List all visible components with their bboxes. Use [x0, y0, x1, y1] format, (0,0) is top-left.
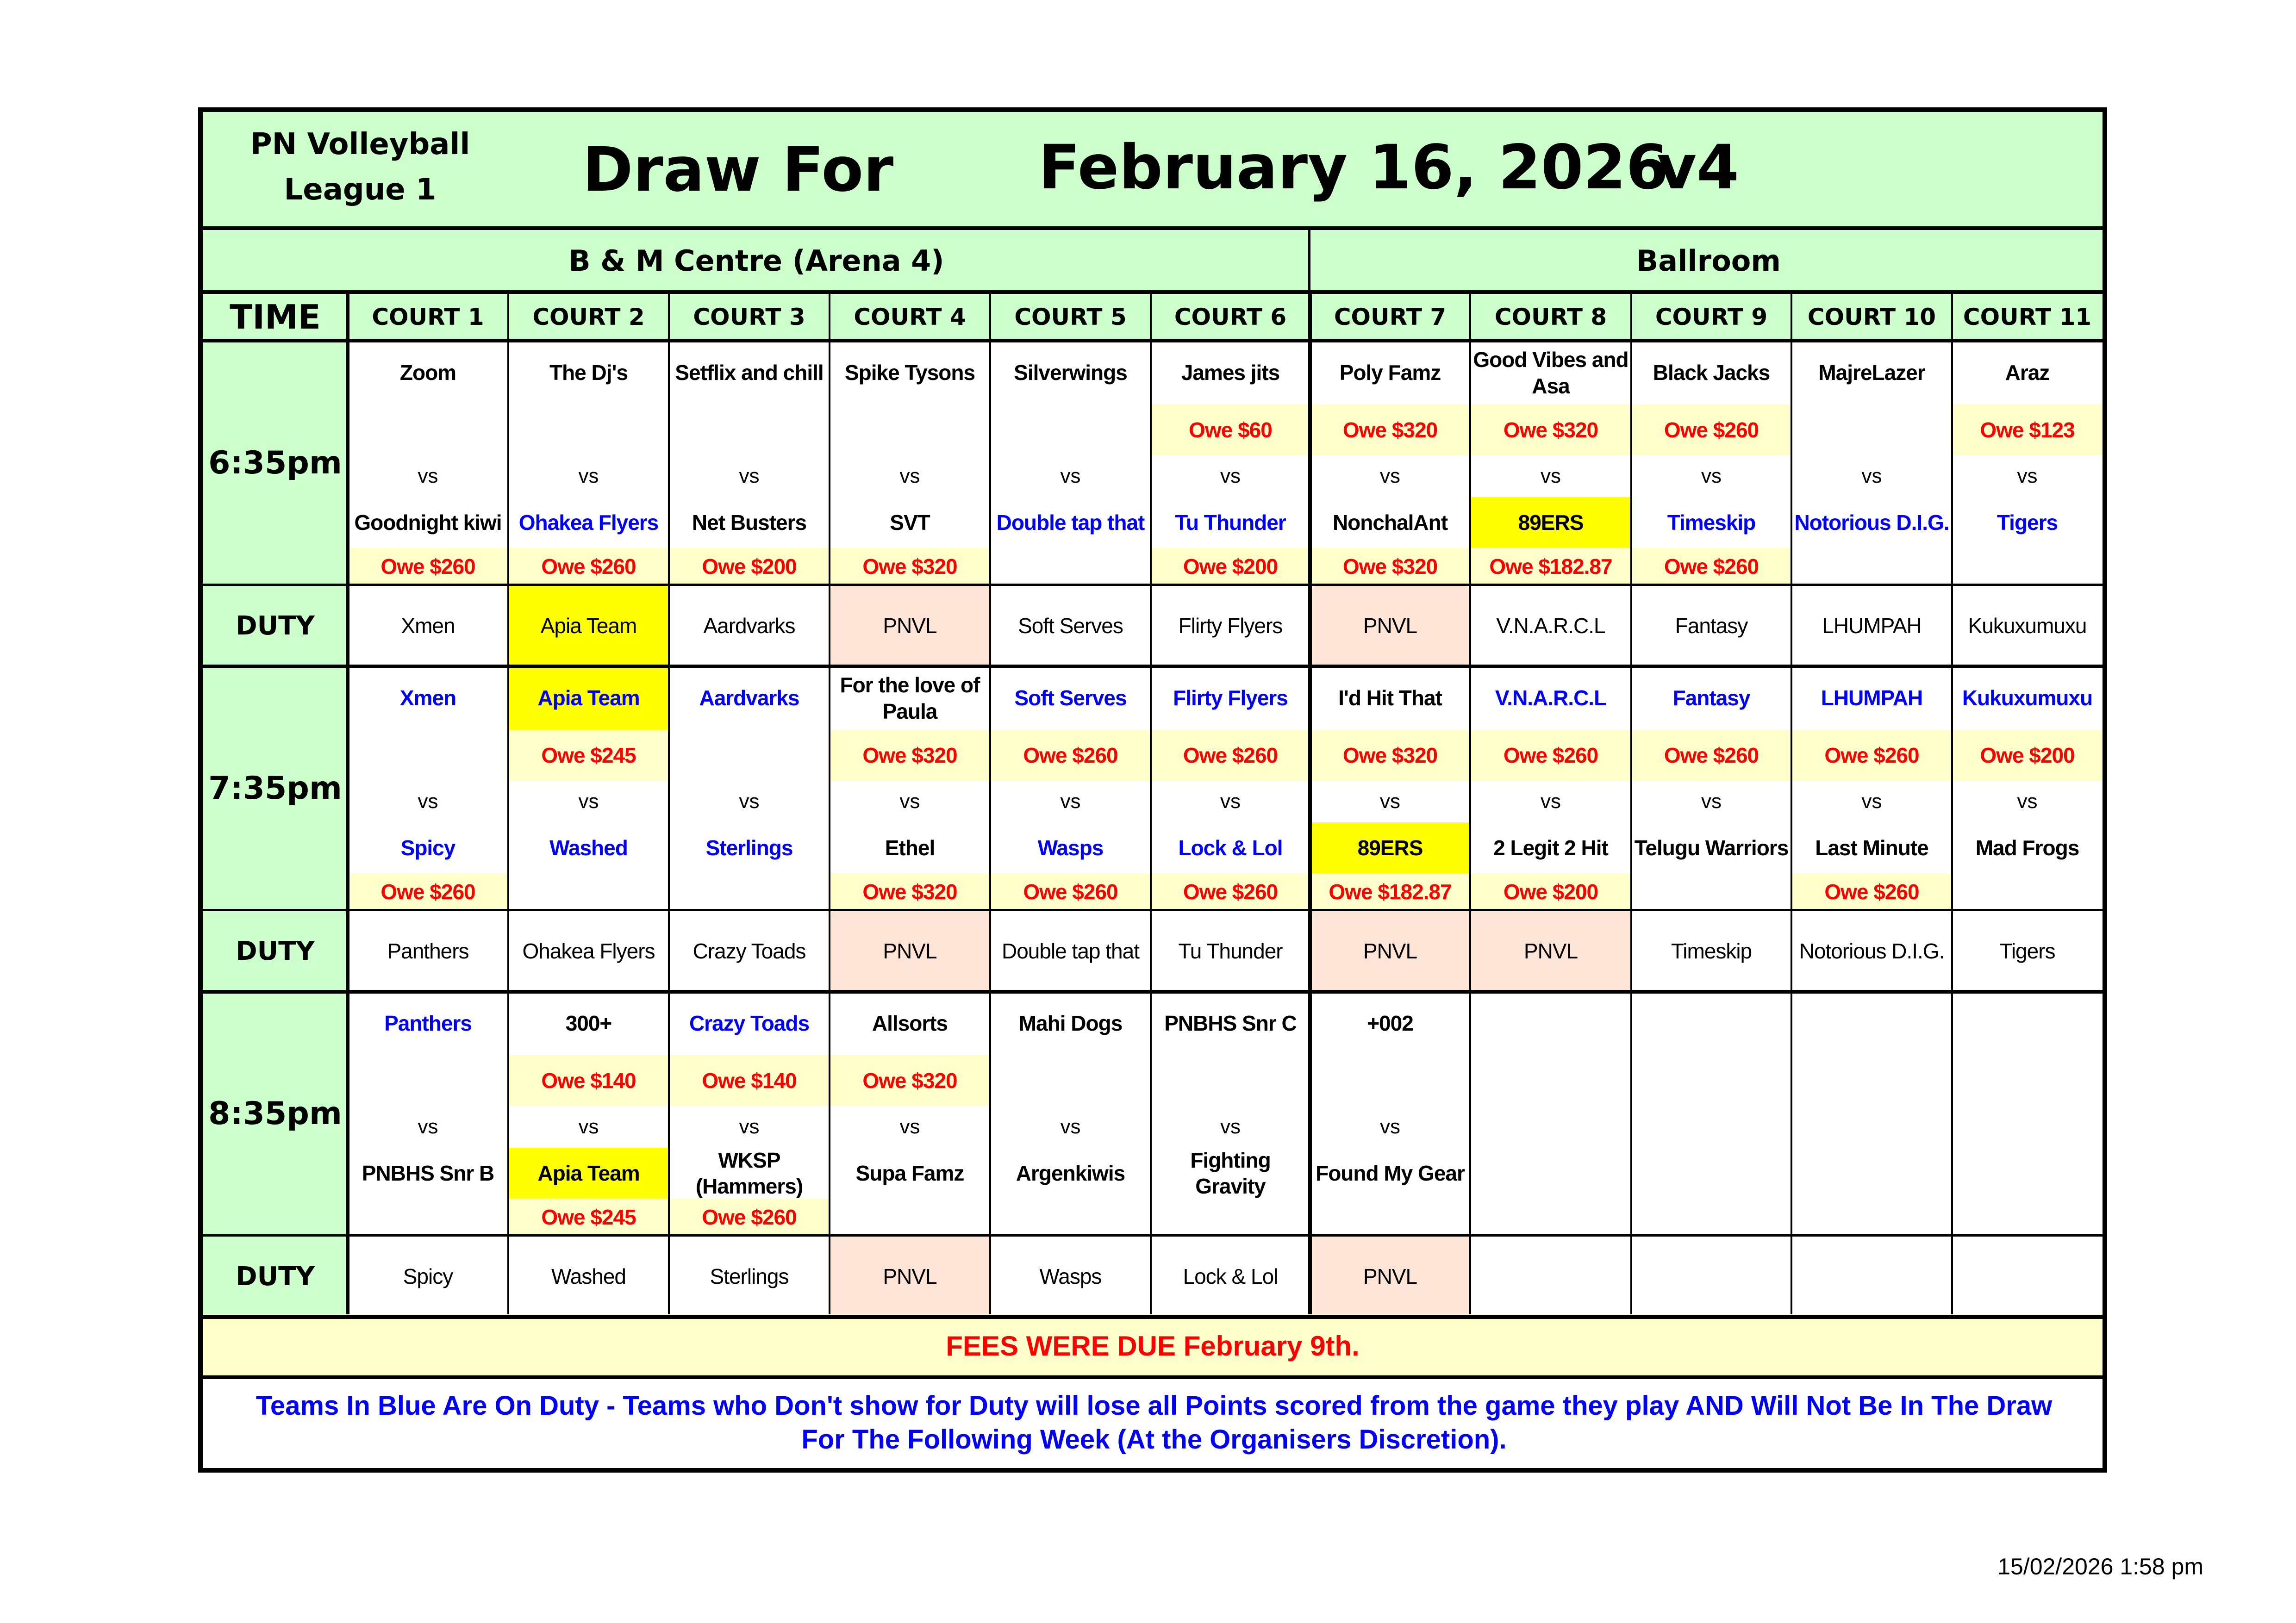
court-header-7: COURT 7 — [1334, 303, 1447, 330]
grid-line — [829, 292, 830, 1314]
owe-amount: Owe $320 — [830, 730, 990, 781]
vs-label: vs — [1541, 465, 1561, 487]
duty-team: Lock & Lol — [1151, 1236, 1310, 1317]
duty-team: PNVL — [1310, 910, 1470, 992]
duty-team: PNVL — [1470, 910, 1631, 992]
grid-line — [203, 665, 2103, 668]
vs-label: vs — [899, 465, 920, 487]
owe-amount: Owe $200 — [1470, 873, 1631, 910]
team-name: Aardvarks — [699, 686, 799, 710]
owe-amount: Owe $60 — [1151, 404, 1310, 455]
grid-line — [203, 339, 2103, 342]
draw-sheet — [198, 107, 2107, 1473]
team-name: Silverwings — [1014, 361, 1127, 385]
owe-amount — [669, 730, 830, 781]
game-cell — [1151, 666, 1310, 910]
team-name: I'd Hit That — [1338, 686, 1442, 710]
owe-amount: Owe $260 — [1151, 730, 1310, 781]
duty-team: Crazy Toads — [669, 910, 830, 992]
team-name: Spicy — [400, 835, 455, 860]
game-cell — [1310, 666, 1470, 910]
owe-amount: Owe $320 — [1310, 548, 1470, 585]
grid-line — [1630, 292, 1632, 1314]
duty-team — [1952, 1236, 2103, 1317]
game-cell — [348, 666, 508, 910]
grid-line — [203, 1234, 2103, 1237]
vs-label: vs — [418, 790, 438, 813]
duty-team: LHUMPAH — [1791, 585, 1952, 666]
team-name: Timeskip — [1667, 510, 1756, 535]
duty-team — [1791, 1236, 1952, 1317]
team-name: Spike Tysons — [844, 361, 975, 385]
duty-team: PNVL — [830, 585, 990, 666]
game-cell — [990, 992, 1151, 1236]
duty-team: Timeskip — [1631, 910, 1791, 992]
owe-amount: Owe $200 — [1952, 730, 2103, 781]
vs-label: vs — [418, 1115, 438, 1138]
owe-amount: Owe $200 — [669, 548, 830, 585]
owe-amount — [990, 1199, 1151, 1236]
team-name: 89ERS — [1470, 497, 1631, 548]
owe-amount: Owe $245 — [508, 730, 669, 781]
team-name: Soft Serves — [1014, 686, 1127, 710]
owe-amount: Owe $260 — [1791, 730, 1952, 781]
grid-line — [1308, 292, 1312, 1314]
court-header-4: COURT 4 — [854, 303, 966, 330]
vs-label: vs — [739, 465, 760, 487]
fees-band — [203, 1314, 2103, 1378]
duty-team: Spicy — [348, 1236, 508, 1317]
team-name: 300+ — [565, 1011, 612, 1036]
grid-line — [203, 909, 2103, 911]
owe-amount — [1952, 548, 2103, 585]
owe-amount — [348, 404, 508, 455]
game-cell — [1470, 992, 1631, 1236]
game-cell — [830, 992, 990, 1236]
time-slot-label: 8:35pm — [203, 992, 348, 1236]
game-cell — [990, 341, 1151, 585]
team-name: Supa Famz — [855, 1161, 964, 1185]
game-cell — [1631, 341, 1791, 585]
vs-label: vs — [899, 1115, 920, 1138]
team-name: James jits — [1181, 361, 1280, 385]
duty-team: PNVL — [1310, 1236, 1470, 1317]
team-name: Black Jacks — [1653, 361, 1770, 385]
owe-amount — [1310, 1199, 1470, 1236]
vs-label: vs — [1220, 1115, 1241, 1138]
duty-team: PNVL — [830, 910, 990, 992]
court-header-row — [203, 292, 2103, 341]
team-name: Lock & Lol — [1178, 835, 1283, 860]
game-cell — [508, 341, 669, 585]
duty-team: Xmen — [348, 585, 508, 666]
court-header-8: COURT 8 — [1494, 303, 1607, 330]
owe-amount: Owe $320 — [830, 1055, 990, 1106]
owe-amount — [1151, 1199, 1310, 1236]
duty-team: Soft Serves — [990, 585, 1151, 666]
owe-amount — [1791, 548, 1952, 585]
team-name: Net Busters — [692, 510, 807, 535]
court-header-3: COURT 3 — [693, 303, 805, 330]
team-name: Fighting Gravity — [1190, 1148, 1271, 1198]
vs-label: vs — [739, 790, 760, 813]
team-name: Kukuxumuxu — [1962, 686, 2093, 710]
team-name: For the love of Paula — [840, 673, 980, 723]
duty-team: Tigers — [1952, 910, 2103, 992]
grid-line — [346, 292, 349, 1314]
owe-amount: Owe $260 — [1631, 404, 1791, 455]
owe-amount — [1791, 404, 1952, 455]
team-name: Goodnight kiwi — [354, 510, 502, 535]
owe-amount: Owe $320 — [1310, 404, 1470, 455]
fees-note: FEES WERE DUE February 9th. — [946, 1331, 1360, 1362]
time-slot-label: 6:35pm — [203, 341, 348, 585]
team-name: Ethel — [885, 835, 935, 860]
game-cell — [1631, 992, 1791, 1236]
owe-amount — [508, 404, 669, 455]
court-header-2: COURT 2 — [532, 303, 645, 330]
team-name: The Dj's — [549, 361, 628, 385]
duty-team: Apia Team — [508, 585, 669, 666]
owe-amount: Owe $320 — [830, 548, 990, 585]
duty-team: Kukuxumuxu — [1952, 585, 2103, 666]
team-name: V.N.A.R.C.L — [1495, 686, 1607, 710]
duty-team — [1470, 1236, 1631, 1317]
team-name: NonchalAnt — [1332, 510, 1448, 535]
team-name: Found My Gear — [1316, 1161, 1465, 1185]
owe-amount — [669, 404, 830, 455]
owe-amount — [1631, 873, 1791, 910]
owe-amount: Owe $182.87 — [1470, 548, 1631, 585]
game-cell — [1952, 992, 2103, 1236]
duty-team: Tu Thunder — [1151, 910, 1310, 992]
team-name: Flirty Flyers — [1173, 686, 1288, 710]
duty-team: V.N.A.R.C.L — [1470, 585, 1631, 666]
print-timestamp: 15/02/2026 1:58 pm — [1997, 1554, 2203, 1579]
court-header-6: COURT 6 — [1174, 303, 1287, 330]
grid-line — [668, 292, 670, 1314]
grid-line — [203, 584, 2103, 586]
owe-amount: Owe $260 — [1791, 873, 1952, 910]
game-cell — [1791, 992, 1952, 1236]
game-cell — [1631, 666, 1791, 910]
court-header-5: COURT 5 — [1014, 303, 1127, 330]
team-name: Last Minute — [1815, 835, 1928, 860]
grid-line — [989, 292, 991, 1314]
duty-team: Ohakea Flyers — [508, 910, 669, 992]
owe-amount — [990, 404, 1151, 455]
duty-team: Notorious D.I.G. — [1791, 910, 1952, 992]
time-slot-label: 7:35pm — [203, 666, 348, 910]
vs-label: vs — [1380, 790, 1400, 813]
vs-label: vs — [1060, 465, 1081, 487]
vs-label: vs — [739, 1115, 760, 1138]
game-cell — [669, 666, 830, 910]
team-name: Good Vibes and Asa — [1473, 348, 1628, 398]
vs-label: vs — [1380, 465, 1400, 487]
owe-amount: Owe $200 — [1151, 548, 1310, 585]
venue-left: B & M Centre (Arena 4) — [568, 243, 944, 278]
game-cell — [990, 666, 1151, 910]
duty-note: Teams In Blue Are On Duty - Teams who Don't show for Duty will lose all Points scored from the game they play AND Will Not Be In The Draw For The Following Week (At the Organisers Discretion). — [256, 1391, 2053, 1455]
owe-amount: Owe $245 — [508, 1199, 669, 1236]
league-number: League 1 — [284, 173, 437, 207]
team-name: Panthers — [384, 1011, 472, 1036]
owe-amount: Owe $260 — [1470, 730, 1631, 781]
team-name: Tu Thunder — [1175, 510, 1286, 535]
team-name: Double tap that — [996, 510, 1145, 535]
game-cell — [1470, 341, 1631, 585]
team-name: Crazy Toads — [689, 1011, 810, 1036]
duty-team — [1631, 1236, 1791, 1317]
duty-team: Sterlings — [669, 1236, 830, 1317]
team-name: Tigers — [1997, 510, 2058, 535]
duty-label: DUTY — [203, 1236, 348, 1317]
owe-amount: Owe $182.87 — [1310, 873, 1470, 910]
duty-team: PNVL — [1310, 585, 1470, 666]
draw-version: v4 — [1657, 132, 1739, 203]
game-cell — [1791, 341, 1952, 585]
vs-label: vs — [2017, 790, 2038, 813]
league-name: PN Volleyball — [250, 127, 470, 162]
owe-amount: Owe $260 — [669, 1199, 830, 1236]
game-cell — [669, 992, 830, 1236]
game-cell — [830, 666, 990, 910]
owe-amount — [348, 730, 508, 781]
grid-line — [203, 1375, 2103, 1379]
team-name: Sterlings — [705, 835, 793, 860]
team-name: Notorious D.I.G. — [1794, 510, 1949, 535]
game-cell — [1151, 341, 1310, 585]
grid-line — [507, 292, 509, 1314]
owe-amount — [1151, 1055, 1310, 1106]
owe-amount — [1952, 873, 2103, 910]
owe-amount — [348, 1199, 508, 1236]
game-cell — [830, 341, 990, 585]
time-header: TIME — [230, 297, 321, 336]
vs-label: vs — [1701, 465, 1722, 487]
owe-amount — [669, 873, 830, 910]
vs-label: vs — [1220, 790, 1241, 813]
team-name: Fantasy — [1672, 686, 1750, 710]
game-cell — [348, 992, 508, 1236]
game-cell — [508, 666, 669, 910]
game-cell — [1310, 341, 1470, 585]
game-cell — [669, 341, 830, 585]
vs-label: vs — [899, 790, 920, 813]
team-name: Allsorts — [872, 1011, 948, 1036]
game-cell — [1791, 666, 1952, 910]
duty-team: Fantasy — [1631, 585, 1791, 666]
game-cell — [348, 341, 508, 585]
grid-line — [203, 990, 2103, 994]
team-name: Mad Frogs — [1975, 835, 2079, 860]
team-name: 2 Legit 2 Hit — [1493, 835, 1608, 860]
team-name: Apia Team — [508, 1148, 669, 1199]
owe-amount: Owe $320 — [830, 873, 990, 910]
vs-label: vs — [1861, 790, 1882, 813]
team-name: +002 — [1367, 1011, 1413, 1036]
court-header-9: COURT 9 — [1655, 303, 1768, 330]
owe-amount: Owe $320 — [1310, 730, 1470, 781]
vs-label: vs — [1380, 1115, 1400, 1138]
owe-amount — [990, 1055, 1151, 1106]
game-cell — [1952, 341, 2103, 585]
team-name: Argenkiwis — [1016, 1161, 1125, 1185]
grid-line — [1469, 292, 1471, 1314]
duty-team: Washed — [508, 1236, 669, 1317]
game-cell — [1310, 992, 1470, 1236]
vs-label: vs — [1060, 1115, 1081, 1138]
team-name: Zoom — [399, 361, 456, 385]
duty-team: Wasps — [990, 1236, 1151, 1317]
owe-amount — [1310, 1055, 1470, 1106]
owe-amount — [508, 873, 669, 910]
duty-label: DUTY — [203, 910, 348, 992]
court-header-10: COURT 10 — [1807, 303, 1936, 330]
title-band — [203, 112, 2103, 229]
team-name: MajreLazer — [1818, 361, 1925, 385]
duty-team: Double tap that — [990, 910, 1151, 992]
team-name: PNBHS Snr B — [362, 1161, 494, 1185]
owe-amount: Owe $260 — [508, 548, 669, 585]
team-name: Mahi Dogs — [1018, 1011, 1123, 1036]
team-name: Wasps — [1037, 835, 1104, 860]
team-name: 89ERS — [1310, 822, 1470, 873]
owe-amount — [830, 1199, 990, 1236]
owe-amount: Owe $260 — [1151, 873, 1310, 910]
vs-label: vs — [1701, 790, 1722, 813]
duty-team: Aardvarks — [669, 585, 830, 666]
vs-label: vs — [418, 465, 438, 487]
team-name: Telugu Warriors — [1634, 835, 1789, 860]
team-name: WKSP (Hammers) — [695, 1148, 803, 1198]
owe-amount — [990, 548, 1151, 585]
vs-label: vs — [578, 1115, 599, 1138]
owe-amount: Owe $123 — [1952, 404, 2103, 455]
game-cell — [1952, 666, 2103, 910]
team-name: Apia Team — [508, 666, 669, 730]
team-name: SVT — [890, 510, 930, 535]
owe-amount: Owe $140 — [669, 1055, 830, 1106]
duty-team: Panthers — [348, 910, 508, 992]
duty-label: DUTY — [203, 585, 348, 666]
draw-for-label: Draw For — [582, 134, 894, 205]
game-cell — [508, 992, 669, 1236]
game-cell — [1470, 666, 1631, 910]
team-name: Xmen — [399, 686, 456, 710]
vs-label: vs — [2017, 465, 2038, 487]
team-name: Poly Famz — [1339, 361, 1441, 385]
grid-line — [1951, 292, 1953, 1314]
grid-line — [203, 1315, 2103, 1319]
duty-team: PNVL — [830, 1236, 990, 1317]
duty-note-band — [203, 1378, 2103, 1468]
owe-amount — [830, 404, 990, 455]
vs-label: vs — [1541, 790, 1561, 813]
team-name: LHUMPAH — [1821, 686, 1923, 710]
venue-band — [203, 229, 2103, 292]
team-name: Ohakea Flyers — [518, 510, 659, 535]
owe-amount: Owe $260 — [1631, 548, 1791, 585]
court-header-11: COURT 11 — [1963, 303, 2092, 330]
venue-right: Ballroom — [1636, 243, 1781, 278]
vs-label: vs — [578, 465, 599, 487]
draw-date: February 16, 2026 — [1038, 132, 1669, 203]
court-header-1: COURT 1 — [372, 303, 484, 330]
vs-label: vs — [1220, 465, 1241, 487]
game-cell — [1151, 992, 1310, 1236]
vs-label: vs — [1861, 465, 1882, 487]
grid-line — [203, 290, 2103, 294]
team-name: Araz — [2005, 361, 2050, 385]
vs-label: vs — [578, 790, 599, 813]
grid-line — [1308, 229, 1310, 292]
owe-amount: Owe $260 — [1631, 730, 1791, 781]
owe-amount: Owe $140 — [508, 1055, 669, 1106]
team-name: PNBHS Snr C — [1164, 1011, 1297, 1036]
duty-team: Flirty Flyers — [1151, 585, 1310, 666]
grid-line — [203, 226, 2103, 230]
grid-line — [1150, 292, 1152, 1314]
owe-amount — [348, 1055, 508, 1106]
owe-amount: Owe $320 — [1470, 404, 1631, 455]
owe-amount: Owe $260 — [990, 873, 1151, 910]
owe-amount: Owe $260 — [348, 548, 508, 585]
team-name: Washed — [549, 835, 628, 860]
team-name: Setflix and chill — [675, 361, 824, 385]
grid-line — [1791, 292, 1792, 1314]
vs-label: vs — [1060, 790, 1081, 813]
owe-amount: Owe $260 — [348, 873, 508, 910]
owe-amount: Owe $260 — [990, 730, 1151, 781]
